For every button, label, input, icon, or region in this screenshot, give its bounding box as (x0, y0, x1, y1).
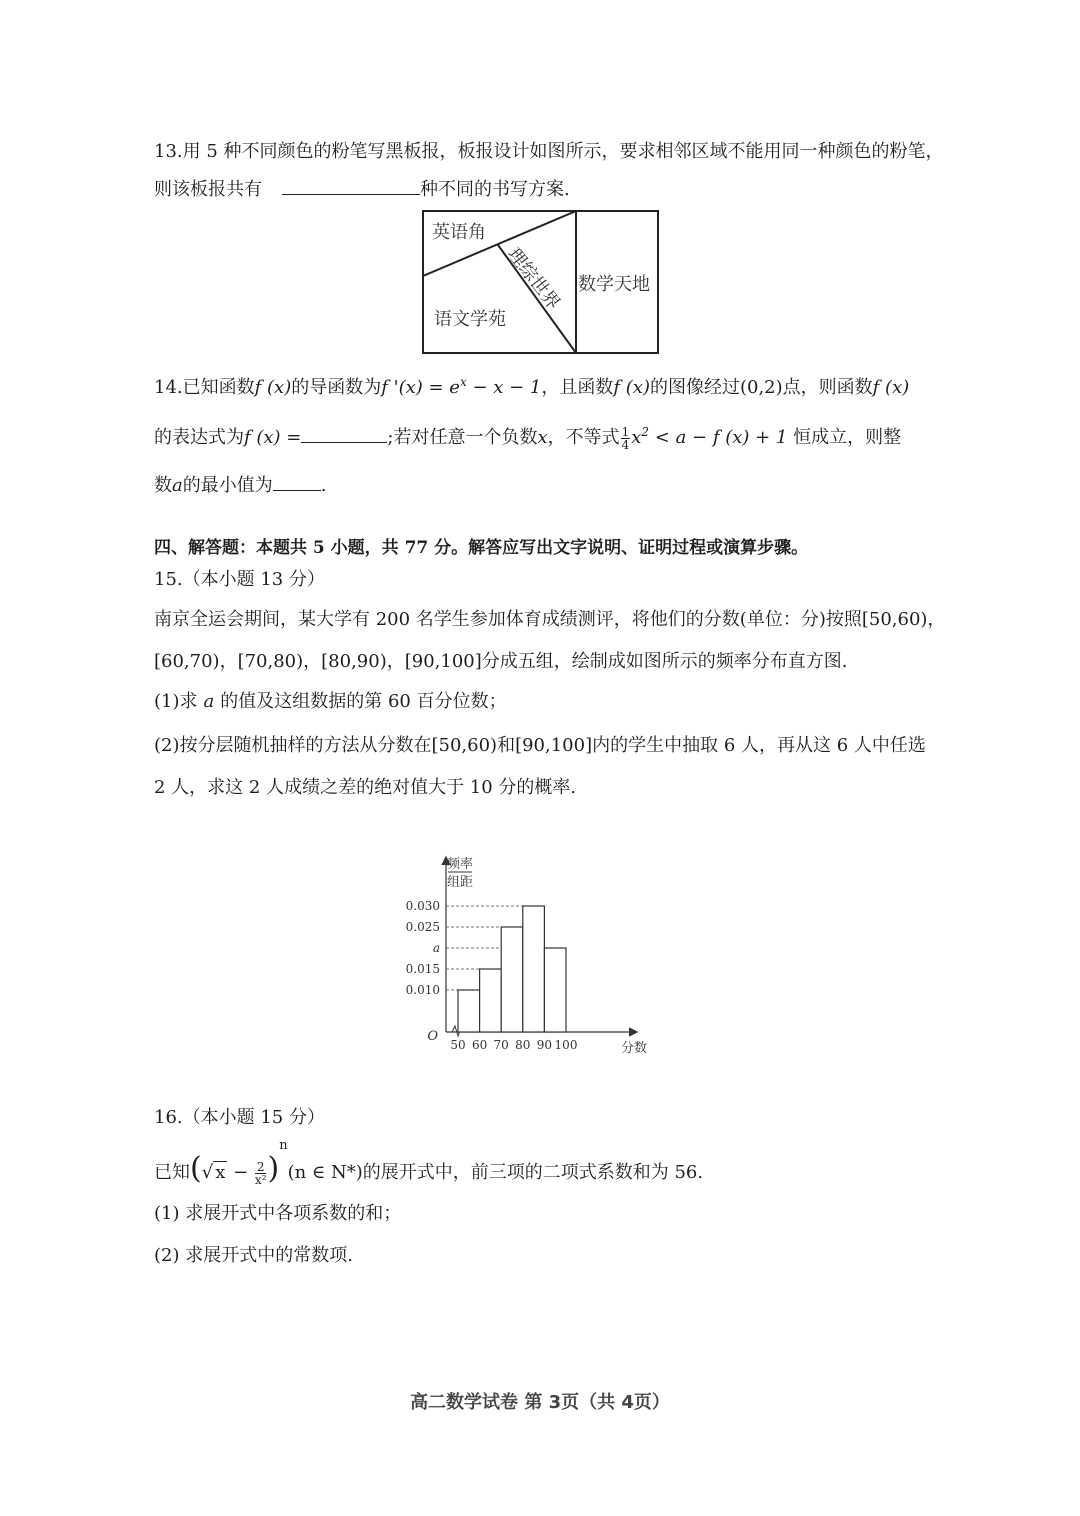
q15-var-a: a (203, 691, 215, 712)
q14-fx: f (x) (872, 377, 910, 398)
q16-title: 16.（本小题 15 分） (154, 1107, 325, 1128)
x-axis-label: 分数 (620, 1041, 648, 1056)
region-math: 数学天地 (578, 274, 650, 295)
sqrt-symbol: √ (201, 1162, 214, 1183)
q15-line2: [60,70)，[70,80)，[80,90)，[90,100]分成五组，绘制成如图所示的频率分布直方图. (154, 651, 848, 672)
q14-fx: f (x) = (244, 427, 302, 448)
q14-text: 的最小值为 (182, 475, 273, 496)
q15-text: (1)求 (154, 691, 198, 712)
q13-line2-prefix: 则该板报共有 (154, 179, 262, 200)
q14-line1 (154, 376, 909, 400)
y-tick-label: a (432, 941, 440, 955)
q13-line2 (154, 176, 570, 202)
fraction-denominator: x² (254, 1172, 267, 1187)
y-tick-label: 0.015 (405, 962, 440, 976)
q14-text: 恒成立，则整 (787, 427, 902, 448)
q15-part1 (154, 690, 507, 714)
x-tick-label: 50 (450, 1038, 466, 1052)
fraction-numerator: 1 (621, 424, 630, 439)
x-tick-label: 70 (493, 1038, 509, 1052)
q14-text: 14.已知函数 (154, 377, 255, 398)
histogram-bar (501, 927, 523, 1032)
q14-line3 (154, 472, 326, 498)
fraction-denominator: 4 (621, 437, 630, 452)
q16-line1 (154, 1138, 704, 1187)
q14-text: 的图像经过(0,2)点，则函数 (649, 377, 873, 398)
q14-text: 的表达式为 (154, 427, 244, 448)
x-tick-label: 60 (471, 1038, 488, 1052)
region-english: 英语角 (432, 222, 486, 243)
q15-title: 15.（本小题 13 分） (154, 569, 325, 590)
board-divider-diag-upper (423, 211, 576, 276)
page-footer: 高二数学试卷 第 3页（共 4页） (410, 1392, 670, 1413)
q14-fx: f (x) (254, 377, 292, 398)
y-label-denominator: 组距 (446, 875, 474, 890)
x-tick-label: 100 (554, 1038, 578, 1052)
q16-part2: (2) 求展开式中的常数项. (154, 1245, 353, 1266)
q14-line2 (154, 424, 901, 451)
q14-answer-blank-1 (301, 424, 387, 443)
blackboard-diagram (420, 208, 662, 356)
q14-text: ;若对任意一个负数 (387, 427, 538, 448)
histogram-bar (523, 906, 545, 1032)
q14-text: ，不等式 (547, 427, 620, 448)
q14-text: . (320, 475, 327, 496)
q14-fx: f (x) (613, 377, 650, 398)
section-heading: 四、解答题：本题共 5 小题，共 77 分。解答应写出文字说明、证明过程或演算步骤。 (154, 538, 809, 558)
q16-fraction (255, 1161, 267, 1186)
y-tick-label: 0.025 (405, 920, 440, 934)
origin-label: O (427, 1029, 438, 1044)
q15-part2-line2: 2 人，求这 2 人成绩之差的绝对值大于 10 分的概率. (154, 777, 577, 798)
region-chinese: 语文学苑 (434, 309, 506, 330)
q14-derivative: f '(x) = e (381, 377, 460, 398)
q14-derivative-tail: − x − 1 (466, 377, 542, 398)
q14-exponent: x (459, 375, 467, 389)
q13-line2-suffix: 种不同的书写方案. (420, 179, 570, 200)
q15-part2-line1: (2)按分层随机抽样的方法从分数在[50,60)和[90,100]内的学生中抽取 6 人，再从这 6 人中任选 (154, 735, 926, 756)
region-science: 理综世界 (503, 244, 564, 314)
q14-exponent: 2 (641, 425, 650, 439)
q14-var-x: x (537, 427, 548, 448)
y-tick-label: 0.030 (405, 899, 440, 913)
q14-var-a: a (172, 475, 183, 496)
q16-sqrt-arg: x (215, 1162, 226, 1183)
x-tick-label: 90 (536, 1038, 553, 1052)
q16-minus: − (227, 1162, 254, 1183)
histogram-bar (458, 990, 480, 1032)
fraction-numerator: 2 (256, 1159, 265, 1174)
histogram-bar (480, 969, 502, 1032)
q13-answer-blank (282, 176, 420, 195)
q14-text: ，且函数 (541, 377, 614, 398)
left-paren: ( (190, 1151, 202, 1186)
q14-answer-blank-2 (273, 472, 321, 491)
q16-part1: (1) 求展开式中各项系数的和； (154, 1203, 402, 1224)
q16-text: 已知 (154, 1162, 190, 1183)
y-label-numerator: 频率 (446, 857, 474, 872)
q16-exponent: n (279, 1138, 288, 1153)
right-paren: ) (267, 1151, 280, 1186)
q16-text: (n ∈ N*)的展开式中，前三项的二项式系数和为 56. (287, 1162, 704, 1183)
q14-text: 数 (154, 475, 172, 496)
q13-line1: 13.用 5 种不同颜色的粉笔写黑板报，板报设计如图所示，要求相邻区域不能用同一种颜色的粉笔， (154, 141, 944, 162)
q14-fraction (621, 426, 631, 451)
q15-text: 的值及这组数据的第 60 百分位数； (220, 691, 507, 712)
q14-var-x: x (631, 427, 642, 448)
histogram-bar (544, 948, 566, 1032)
q14-text: 的导函数为 (291, 377, 382, 398)
x-tick-label: 80 (515, 1038, 531, 1052)
q14-inequality: < a − f (x) + 1 (649, 427, 788, 448)
frequency-histogram (400, 850, 670, 1062)
q15-line1: 南京全运会期间，某大学有 200 名学生参加体育成绩测评，将他们的分数(单位：分)按照[50,60)， (154, 609, 946, 630)
y-tick-label: 0.010 (405, 983, 440, 997)
